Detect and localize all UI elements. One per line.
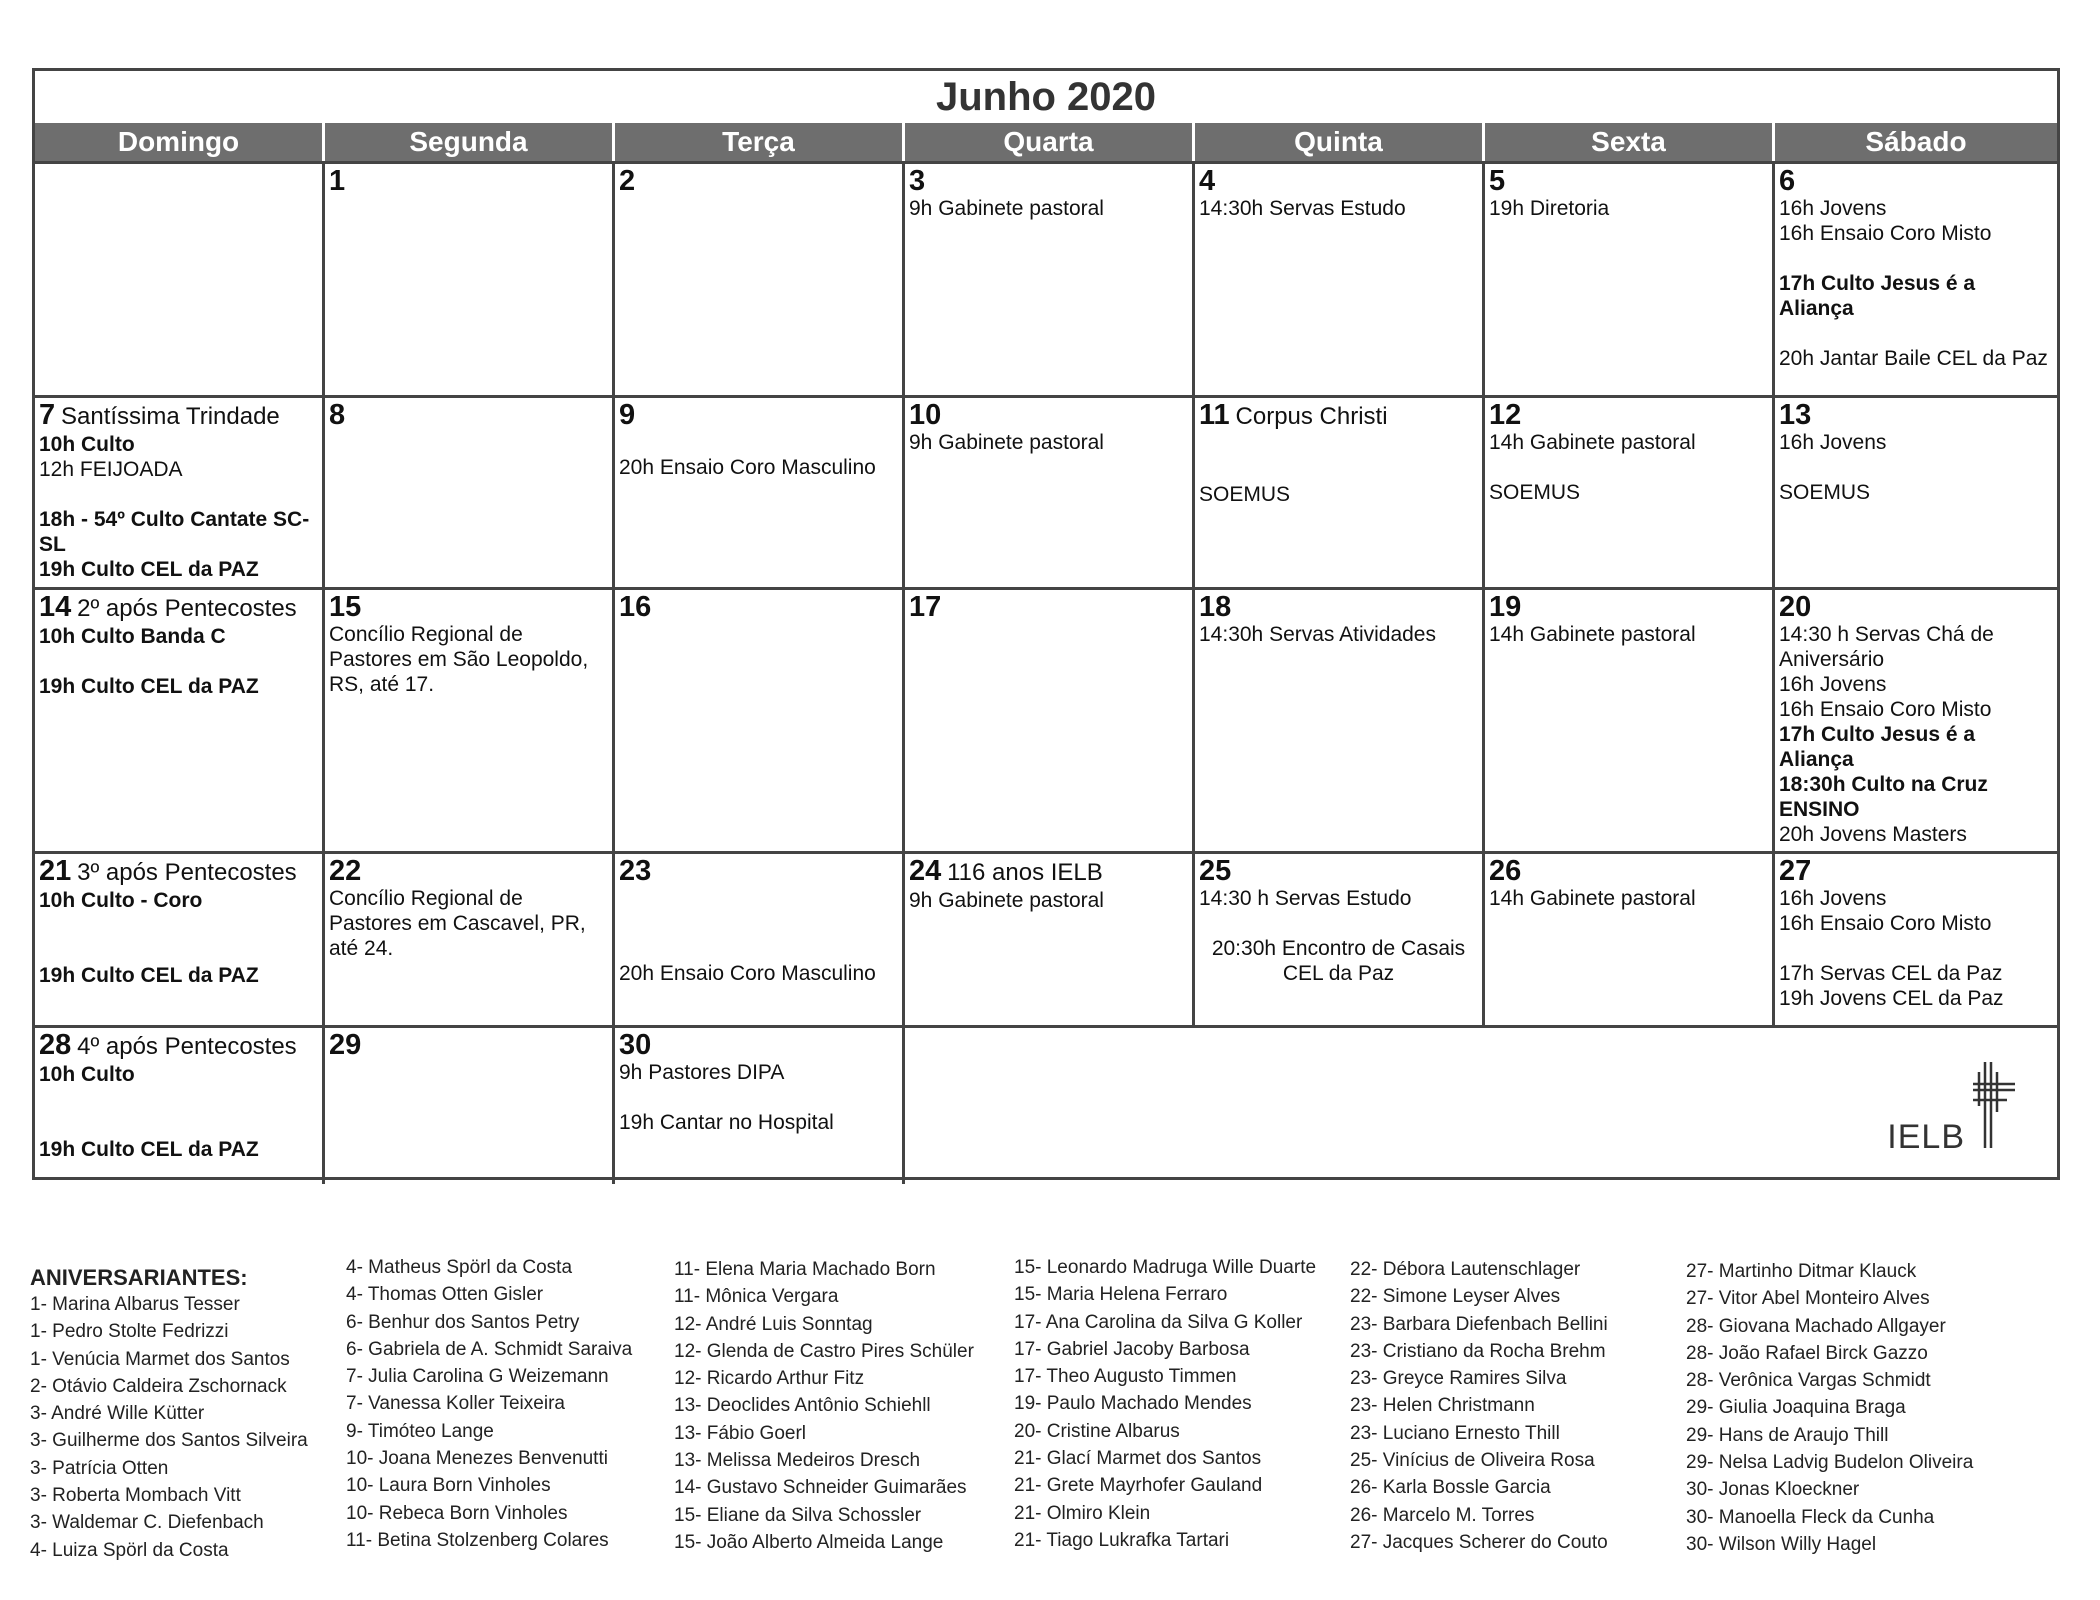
birthday-entry: 12- André Luis Sonntag <box>674 1313 873 1335</box>
birthday-entry: 22- Débora Lautenschlager <box>1350 1259 1581 1280</box>
birthday-entry: 11- Mônica Vergara <box>674 1286 839 1308</box>
day-cell-5[interactable] <box>1485 164 1775 398</box>
day-number: 16 <box>619 591 652 623</box>
day-number: 19 <box>1489 591 1522 623</box>
birthday-entry: 4- Luiza Spörl da Costa <box>30 1539 229 1561</box>
birthday-entry: 1- Venúcia Marmet dos Santos <box>30 1348 290 1370</box>
birthday-entry: 28- João Rafael Birck Gazzo <box>1686 1342 1928 1364</box>
birthday-entry: 7- Julia Carolina G Weizemann <box>346 1366 609 1388</box>
birthday-entry: 1- Marina Albarus Tesser <box>30 1294 240 1315</box>
day-number: 6 <box>1779 165 1796 197</box>
birthday-entry: 10- Joana Menezes Benvenutti <box>346 1448 608 1470</box>
event-item: 17h Culto Jesus é a Aliança <box>1779 272 1976 320</box>
birthday-entry: 13- Melissa Medeiros Dresch <box>674 1450 921 1472</box>
day-cell-24[interactable] <box>905 854 1195 1028</box>
birthday-entry: 19- Paulo Machado Mendes <box>1014 1393 1252 1415</box>
birthday-entry: 29- Nelsa Ladvig Budelon Oliveira <box>1686 1452 1974 1474</box>
birthday-entry: 13- Fábio Goerl <box>674 1422 807 1444</box>
event-item: 14h Gabinete pastoral <box>1489 431 1696 454</box>
birthday-entry: 17- Ana Carolina da Silva G Koller <box>1014 1311 1303 1333</box>
day-cell-18[interactable] <box>1195 590 1485 854</box>
day-label: Corpus Christi <box>1235 403 1388 430</box>
event-item: 18h - 54º Culto Cantate SC-SL <box>39 508 310 556</box>
day-number: 9 <box>619 399 636 431</box>
day-cell-16[interactable] <box>615 590 905 854</box>
day-cell-2[interactable] <box>615 164 905 398</box>
birthday-entry: 6- Benhur dos Santos Petry <box>346 1311 580 1333</box>
birthday-entry: 23- Greyce Ramires Silva <box>1350 1368 1567 1390</box>
birthday-entry: 22- Simone Leyser Alves <box>1350 1286 1561 1308</box>
day-cell-empty <box>35 164 325 398</box>
event-item: 19h Culto CEL da PAZ <box>39 675 259 698</box>
birthday-entry: 3- Waldemar C. Diefenbach <box>30 1512 264 1534</box>
event-item: 14:30 h Servas Estudo <box>1199 887 1412 910</box>
event-item: 9h Gabinete pastoral <box>909 197 1104 220</box>
day-cell-15[interactable] <box>325 590 615 854</box>
birthday-entry: 3- Guilherme dos Santos Silveira <box>30 1430 308 1452</box>
event-item: 9h Pastores DIPA <box>619 1061 785 1084</box>
birthday-entry: 15- Maria Helena Ferraro <box>1014 1284 1228 1306</box>
birthday-entry: 21- Olmiro Klein <box>1014 1502 1151 1524</box>
birthdays-column <box>674 1256 974 1556</box>
event-item: 18:30h Culto na Cruz ENSINO <box>1779 773 1988 821</box>
day-number: 25 <box>1199 855 1232 887</box>
event-item: 19h Cantar no Hospital <box>619 1111 834 1134</box>
birthday-entry: 7- Vanessa Koller Teixeira <box>346 1393 565 1415</box>
event-item: 10h Culto <box>39 1063 135 1086</box>
day-number: 1 <box>329 165 346 197</box>
day-cell-19[interactable] <box>1485 590 1775 854</box>
day-number: 22 <box>329 855 362 887</box>
birthday-entry: 21- Grete Mayrhofer Gauland <box>1014 1475 1263 1497</box>
day-cell-9[interactable] <box>615 398 905 590</box>
event-item: SOEMUS <box>1779 481 1871 504</box>
event-item: 9h Gabinete pastoral <box>909 889 1104 912</box>
calendar-grid <box>35 161 2057 1184</box>
birthdays-column <box>346 1254 632 1554</box>
day-number: 29 <box>329 1029 362 1061</box>
day-number: 13 <box>1779 399 1812 431</box>
event-item: 16h Jovens <box>1779 887 1887 910</box>
event-item: SOEMUS <box>1199 483 1291 506</box>
birthday-entry: 23- Cristiano da Rocha Brehm <box>1350 1340 1606 1362</box>
event-item: 16h Ensaio Coro Misto <box>1779 222 1992 245</box>
day-number: 12 <box>1489 399 1522 431</box>
event-item: 20h Jantar Baile CEL da Paz <box>1779 347 2048 370</box>
weekday-wednesday: Quarta <box>905 123 1195 161</box>
birthdays-section <box>30 1257 2070 1582</box>
event-item: 17h Culto Jesus é a Aliança <box>1779 723 1976 771</box>
day-number: 3 <box>909 165 926 197</box>
day-number: 10 <box>909 399 942 431</box>
day-cell-29[interactable] <box>325 1028 615 1184</box>
birthday-entry: 17- Theo Augusto Timmen <box>1014 1366 1237 1388</box>
cross-icon <box>1971 1060 2017 1150</box>
day-number: 7 <box>39 399 56 431</box>
birthdays-column <box>30 1264 308 1564</box>
event-item: 16h Jovens <box>1779 431 1887 454</box>
day-number: 5 <box>1489 165 1506 197</box>
event-item: 16h Jovens <box>1779 673 1887 696</box>
birthday-entry: 27- Vitor Abel Monteiro Alves <box>1686 1288 1930 1310</box>
event-item: Concílio Regional de Pastores em Cascavel, PR, até 24. <box>329 887 586 960</box>
event-item: 20h Jovens Masters <box>1779 823 1967 846</box>
event-item: 14h Gabinete pastoral <box>1489 623 1696 646</box>
day-cell-20[interactable] <box>1775 590 2057 854</box>
birthday-entry: 1- Pedro Stolte Fedrizzi <box>30 1321 229 1343</box>
day-label: 2º após Pentecostes <box>77 595 297 622</box>
birthday-entry: 27- Jacques Scherer do Couto <box>1350 1531 1608 1553</box>
weekday-tuesday: Terça <box>615 123 905 161</box>
birthday-entry: 3- Roberta Mombach Vitt <box>30 1485 241 1507</box>
event-item: 20h Ensaio Coro Masculino <box>619 456 876 479</box>
ielb-logo <box>1887 1060 2017 1156</box>
birthday-entry: 12- Ricardo Arthur Fitz <box>674 1368 865 1390</box>
day-label: 3º após Pentecostes <box>77 859 297 886</box>
day-label: 116 anos IELB <box>947 859 1103 886</box>
day-number: 24 <box>909 855 942 887</box>
event-item: 19h Diretoria <box>1489 197 1610 220</box>
birthday-entry: 30- Manoella Fleck da Cunha <box>1686 1506 1935 1528</box>
weekday-monday: Segunda <box>325 123 615 161</box>
birthdays-column <box>1350 1256 1608 1556</box>
day-number: 21 <box>39 855 72 887</box>
day-cell-28[interactable] <box>35 1028 325 1184</box>
day-number: 2 <box>619 165 636 197</box>
day-number: 28 <box>39 1029 72 1061</box>
event-item: 14h Gabinete pastoral <box>1489 887 1696 910</box>
birthday-entry: 17- Gabriel Jacoby Barbosa <box>1014 1338 1250 1360</box>
birthday-entry: 3- André Wille Kütter <box>30 1403 205 1425</box>
day-number: 4 <box>1199 165 1216 197</box>
birthday-entry: 11- Betina Stolzenberg Colares <box>346 1529 609 1551</box>
birthday-entry: 14- Gustavo Schneider Guimarães <box>674 1477 967 1499</box>
day-number: 14 <box>39 591 72 623</box>
day-cell-23[interactable] <box>615 854 905 1028</box>
calendar <box>32 68 2060 1180</box>
day-cell-27[interactable] <box>1775 854 2057 1028</box>
day-cell-10[interactable] <box>905 398 1195 590</box>
event-item: 14:30h Servas Estudo <box>1199 197 1406 220</box>
day-cell-26[interactable] <box>1485 854 1775 1028</box>
day-cell-12[interactable] <box>1485 398 1775 590</box>
birthday-entry: 13- Deoclides Antônio Schiehll <box>674 1395 931 1417</box>
day-number: 8 <box>329 399 346 431</box>
birthday-entry: 29- Hans de Araujo Thill <box>1686 1424 1889 1446</box>
event-item: 10h Culto <box>39 433 135 456</box>
logo-area <box>905 1028 2057 1184</box>
event-item: 10h Culto Banda C <box>39 625 226 648</box>
day-number: 20 <box>1779 591 1812 623</box>
day-cell-7[interactable] <box>35 398 325 590</box>
weekday-thursday: Quinta <box>1195 123 1485 161</box>
event-item: 19h Culto CEL da PAZ <box>39 964 259 987</box>
birthdays-column <box>1686 1258 1973 1558</box>
birthday-entry: 21- Tiago Lukrafka Tartari <box>1014 1529 1230 1551</box>
birthday-entry: 6- Gabriela de A. Schmidt Saraiva <box>346 1338 633 1360</box>
day-number: 27 <box>1779 855 1812 887</box>
day-cell-21[interactable] <box>35 854 325 1028</box>
birthday-entry: 26- Marcelo M. Torres <box>1350 1504 1535 1526</box>
birthday-entry: 12- Glenda de Castro Pires Schüler <box>674 1340 974 1362</box>
event-item: 12h FEIJOADA <box>39 458 183 481</box>
birthday-entry: 4- Matheus Spörl da Costa <box>346 1257 573 1278</box>
day-cell-4[interactable] <box>1195 164 1485 398</box>
weekday-friday: Sexta <box>1485 123 1775 161</box>
day-number: 17 <box>909 591 942 623</box>
event-item: SOEMUS <box>1489 481 1581 504</box>
event-item: 16h Jovens <box>1779 197 1887 220</box>
birthdays-column <box>1014 1254 1316 1554</box>
birthday-entry: 4- Thomas Otten Gisler <box>346 1284 544 1306</box>
birthdays-heading: ANIVERSARIANTES: <box>30 1265 248 1290</box>
day-cell-3[interactable] <box>905 164 1195 398</box>
event-item: 16h Ensaio Coro Misto <box>1779 698 1992 721</box>
birthday-entry: 3- Patrícia Otten <box>30 1457 169 1479</box>
birthday-entry: 10- Laura Born Vinholes <box>346 1475 551 1497</box>
day-cell-8[interactable] <box>325 398 615 590</box>
birthday-entry: 21- Glací Marmet dos Santos <box>1014 1448 1262 1470</box>
event-item: Concílio Regional de Pastores em São Leopoldo, RS, até 17. <box>329 623 589 696</box>
day-cell-22[interactable] <box>325 854 615 1028</box>
birthday-entry: 26- Karla Bossle Garcia <box>1350 1477 1551 1499</box>
event-item: 14:30 h Servas Chá de Aniversário <box>1779 623 1994 671</box>
day-number: 11 <box>1199 399 1230 431</box>
birthday-entry: 27- Martinho Ditmar Klauck <box>1686 1261 1917 1282</box>
birthday-entry: 23- Luciano Ernesto Thill <box>1350 1422 1560 1444</box>
day-cell-1[interactable] <box>325 164 615 398</box>
weekday-header <box>35 123 2057 161</box>
event-item: 20:30h Encontro de Casais CEL da Paz <box>1211 937 1466 985</box>
weekday-saturday: Sábado <box>1775 123 2057 161</box>
logo-text: IELB <box>1887 1118 1965 1156</box>
day-label: Santíssima Trindade <box>60 403 280 430</box>
day-number: 15 <box>329 591 362 623</box>
event-item: 9h Gabinete pastoral <box>909 431 1104 454</box>
day-cell-11[interactable] <box>1195 398 1485 590</box>
event-item: 20h Ensaio Coro Masculino <box>619 962 876 985</box>
birthday-entry: 15- Leonardo Madruga Wille Duarte <box>1014 1257 1317 1278</box>
birthday-entry: 23- Helen Christmann <box>1350 1395 1535 1417</box>
event-item: 14:30h Servas Atividades <box>1199 623 1436 646</box>
birthday-entry: 10- Rebeca Born Vinholes <box>346 1502 568 1524</box>
day-number: 30 <box>619 1029 652 1061</box>
day-number: 18 <box>1199 591 1232 623</box>
birthday-entry: 30- Wilson Willy Hagel <box>1686 1533 1877 1555</box>
event-item: 19h Jovens CEL da Paz <box>1779 987 2004 1010</box>
birthday-entry: 15- João Alberto Almeida Lange <box>674 1531 944 1553</box>
day-cell-6[interactable] <box>1775 164 2057 398</box>
event-item: 19h Culto CEL da PAZ <box>39 558 259 581</box>
birthday-entry: 28- Giovana Machado Allgayer <box>1686 1315 1946 1337</box>
birthday-entry: 20- Cristine Albarus <box>1014 1420 1180 1442</box>
birthday-entry: 28- Verônica Vargas Schmidt <box>1686 1370 1931 1392</box>
event-item: 17h Servas CEL da Paz <box>1779 962 2003 985</box>
day-cell-30[interactable] <box>615 1028 905 1184</box>
day-cell-14[interactable] <box>35 590 325 854</box>
day-label: 4º após Pentecostes <box>77 1033 297 1060</box>
birthday-entry: 15- Eliane da Silva Schossler <box>674 1504 922 1526</box>
event-item: 16h Ensaio Coro Misto <box>1779 912 1992 935</box>
event-item: 19h Culto CEL da PAZ <box>39 1138 259 1161</box>
birthday-entry: 11- Elena Maria Machado Born <box>674 1259 936 1280</box>
birthday-entry: 2- Otávio Caldeira Zschornack <box>30 1375 287 1397</box>
weekday-sunday: Domingo <box>35 123 325 161</box>
day-cell-25[interactable] <box>1195 854 1485 1028</box>
day-cell-17[interactable] <box>905 590 1195 854</box>
birthday-entry: 9- Timóteo Lange <box>346 1420 494 1442</box>
day-number: 23 <box>619 855 652 887</box>
event-item: 10h Culto - Coro <box>39 889 203 912</box>
calendar-title: Junho 2020 <box>935 75 1157 119</box>
birthday-entry: 29- Giulia Joaquina Braga <box>1686 1397 1906 1419</box>
day-number: 26 <box>1489 855 1522 887</box>
birthday-entry: 23- Barbara Diefenbach Bellini <box>1350 1313 1608 1335</box>
birthday-entry: 25- Vinícius de Oliveira Rosa <box>1350 1450 1595 1472</box>
day-cell-13[interactable] <box>1775 398 2057 590</box>
birthday-entry: 30- Jonas Kloeckner <box>1686 1479 1860 1501</box>
